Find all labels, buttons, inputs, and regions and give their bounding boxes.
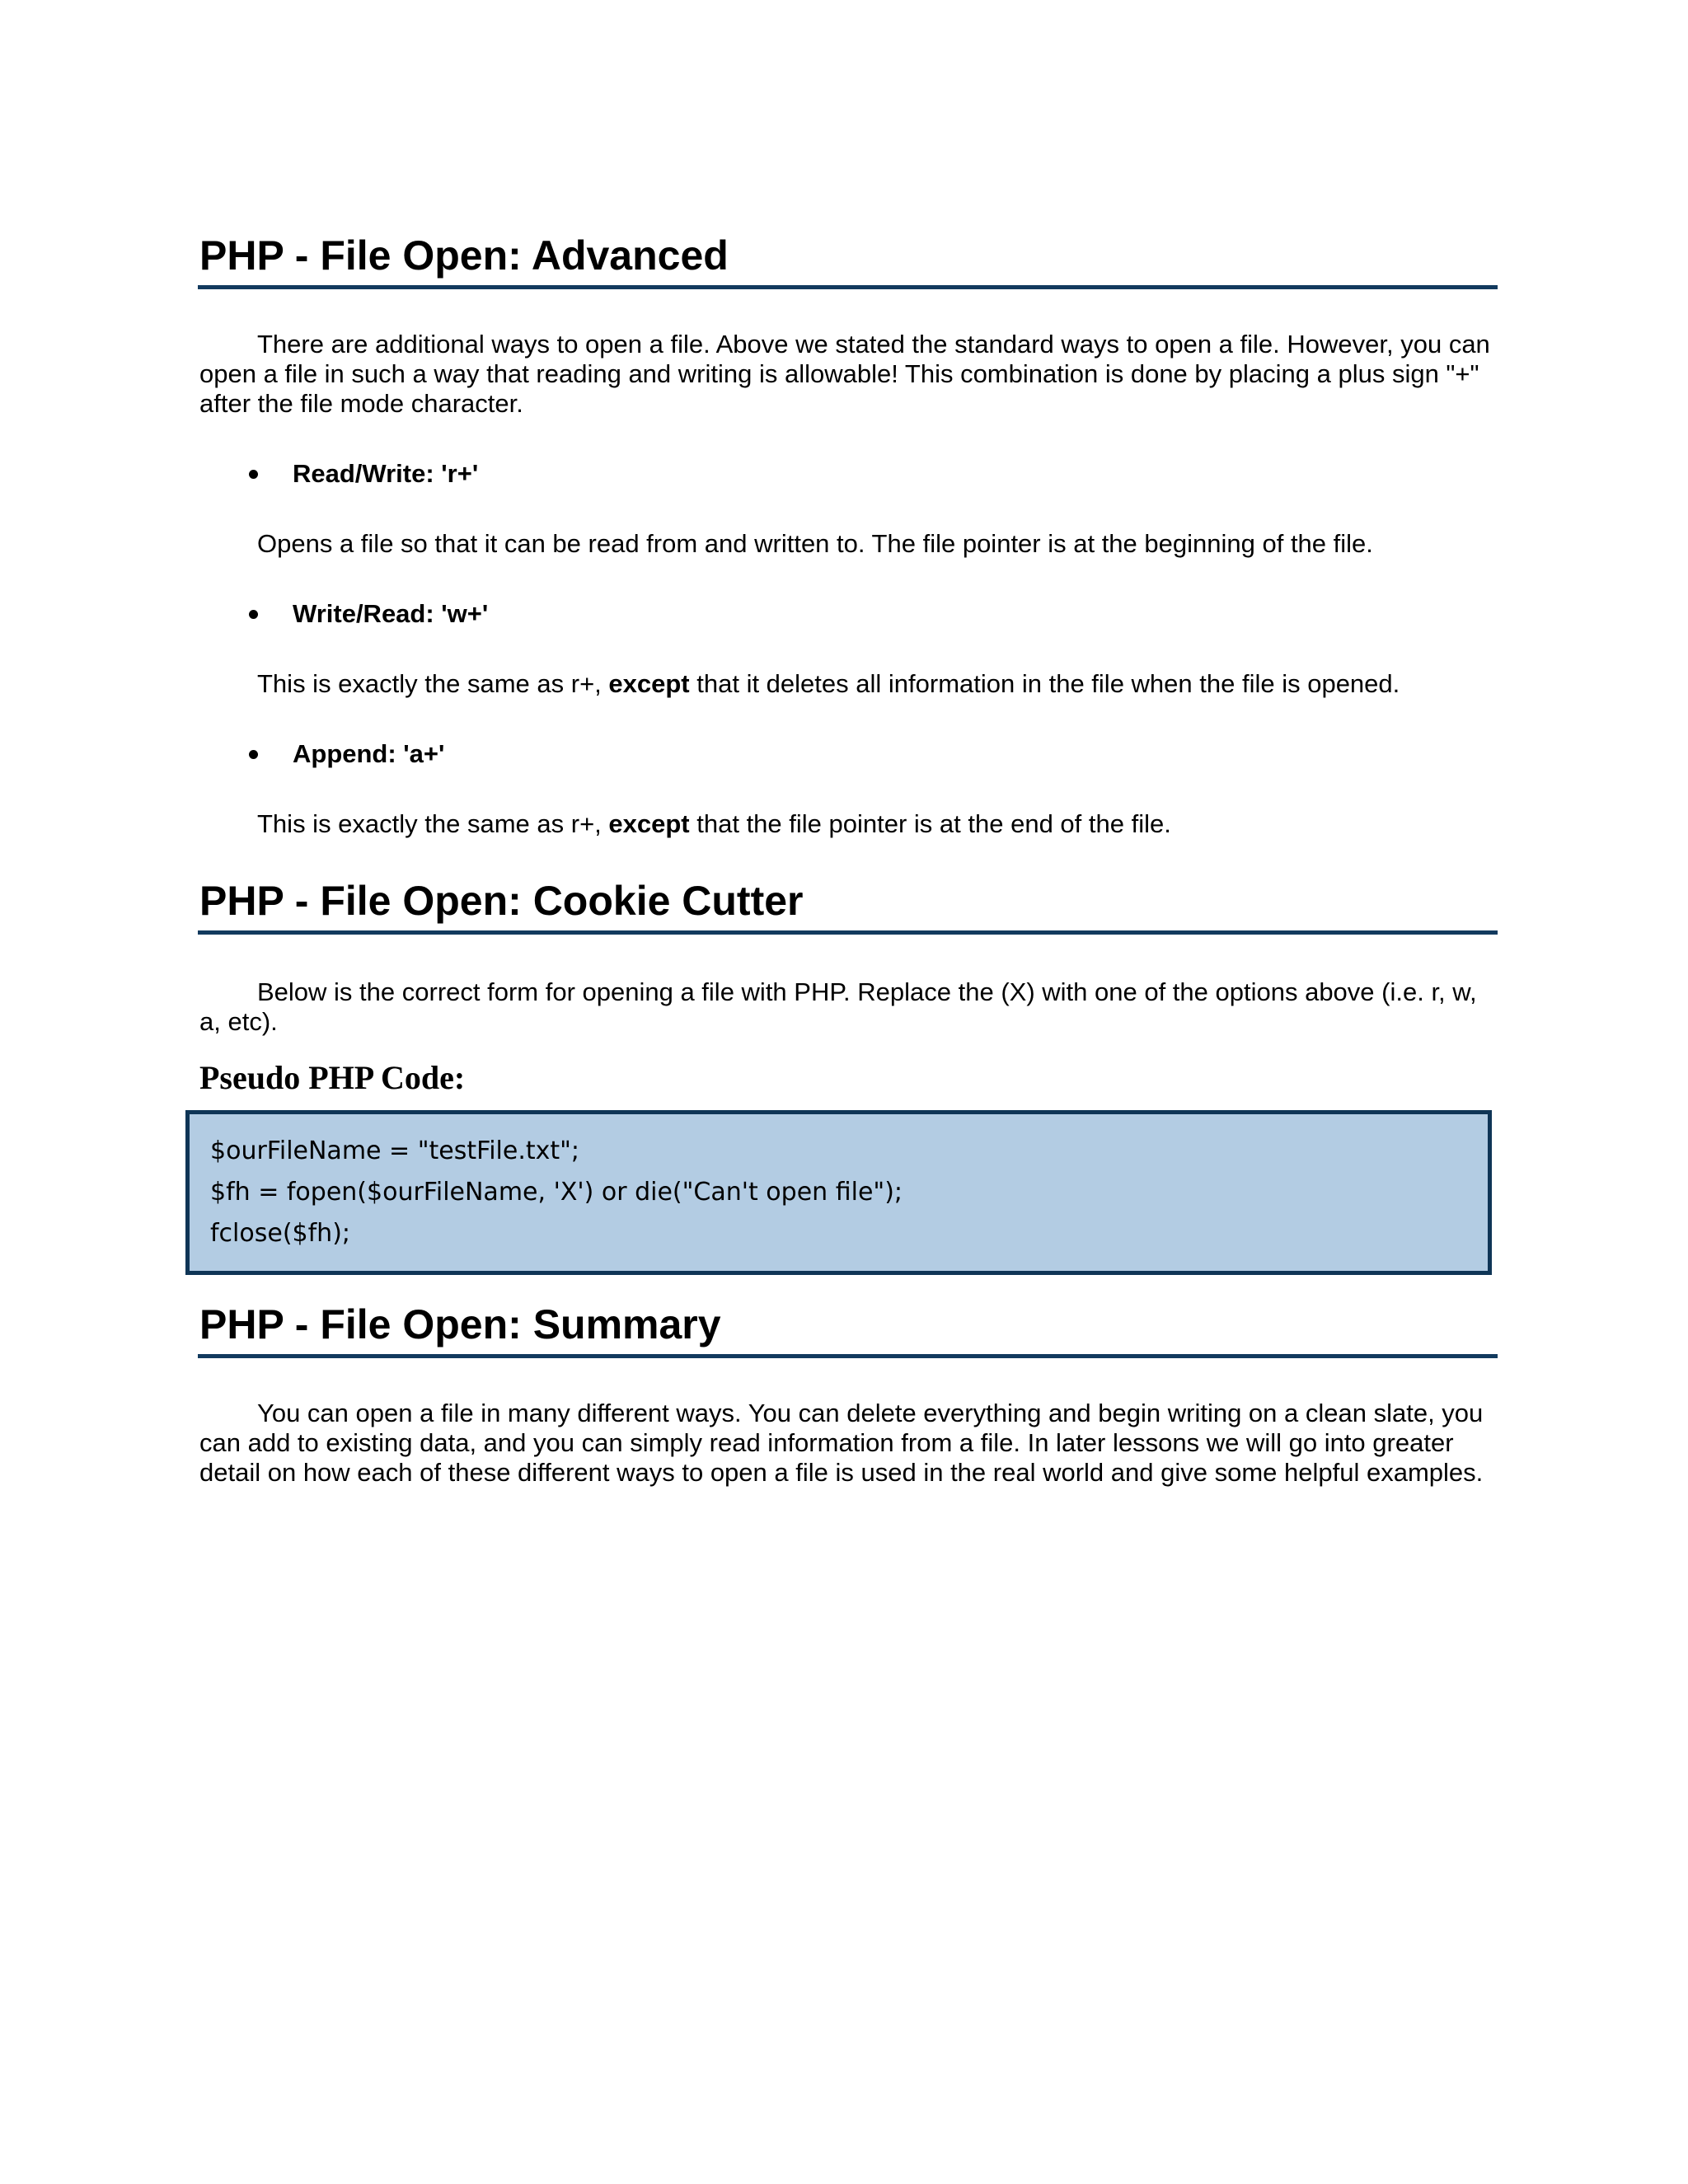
code-line: $ourFileName = "testFile.txt"; bbox=[210, 1137, 580, 1165]
description-text: This is exactly the same as r+, bbox=[257, 669, 609, 698]
bullet-label: Write/Read: 'w+' bbox=[293, 599, 489, 628]
bullet-item-write-read bbox=[198, 599, 488, 629]
description-text: that it deletes all information in the file when the file is opened. bbox=[689, 669, 1400, 698]
bullet-icon bbox=[249, 470, 258, 479]
description-text: that the file pointer is at the end of the file. bbox=[689, 809, 1171, 838]
section-title-advanced: PHP - File Open: Advanced bbox=[198, 231, 1498, 289]
read-write-description: Opens a file so that it can be read from and written to. The file pointer is at the beginning of the file. bbox=[257, 529, 1373, 558]
advanced-intro-paragraph: There are additional ways to open a file. Above we stated the standard ways to open a file. However, you can open a file in such a way that reading and writing is allowable! This combination is done by placing a plus sign "+" after the file mode character. bbox=[199, 330, 1490, 418]
bullet-item-append bbox=[198, 739, 444, 769]
summary-paragraph: You can open a file in many different ways. You can delete everything and begin writing on a clean slate, you can add to existing data, and you can simply read information from a file. In later lessons we will go into greater detail on how each of these different ways to open a file is used in the real world and give some helpful examples. bbox=[199, 1399, 1484, 1487]
bullet-icon bbox=[249, 750, 258, 759]
code-line: fclose($fh); bbox=[210, 1219, 351, 1248]
bullet-label: Read/Write: 'r+' bbox=[293, 459, 479, 488]
pseudo-code-heading: Pseudo PHP Code: bbox=[199, 1059, 466, 1096]
description-text: This is exactly the same as r+, bbox=[257, 809, 609, 838]
bullet-icon bbox=[249, 610, 258, 619]
section-title-summary: PHP - File Open: Summary bbox=[198, 1300, 1498, 1358]
bullet-item-read-write bbox=[198, 459, 478, 489]
code-line: $fh = fopen($ourFileName, 'X') or die("Can't open file"); bbox=[210, 1178, 903, 1207]
append-description bbox=[257, 809, 1493, 839]
description-emphasis: except bbox=[608, 809, 690, 838]
description-emphasis: except bbox=[608, 669, 690, 698]
cookie-cutter-intro-paragraph: Below is the correct form for opening a file with PHP. Replace the (X) with one of the options above (i.e. r, w, a, etc). bbox=[199, 977, 1477, 1036]
bullet-label: Append: 'a+' bbox=[293, 739, 445, 768]
code-block bbox=[185, 1110, 1492, 1275]
section-title-cookie-cutter: PHP - File Open: Cookie Cutter bbox=[198, 876, 1498, 935]
write-read-description bbox=[257, 669, 1493, 699]
